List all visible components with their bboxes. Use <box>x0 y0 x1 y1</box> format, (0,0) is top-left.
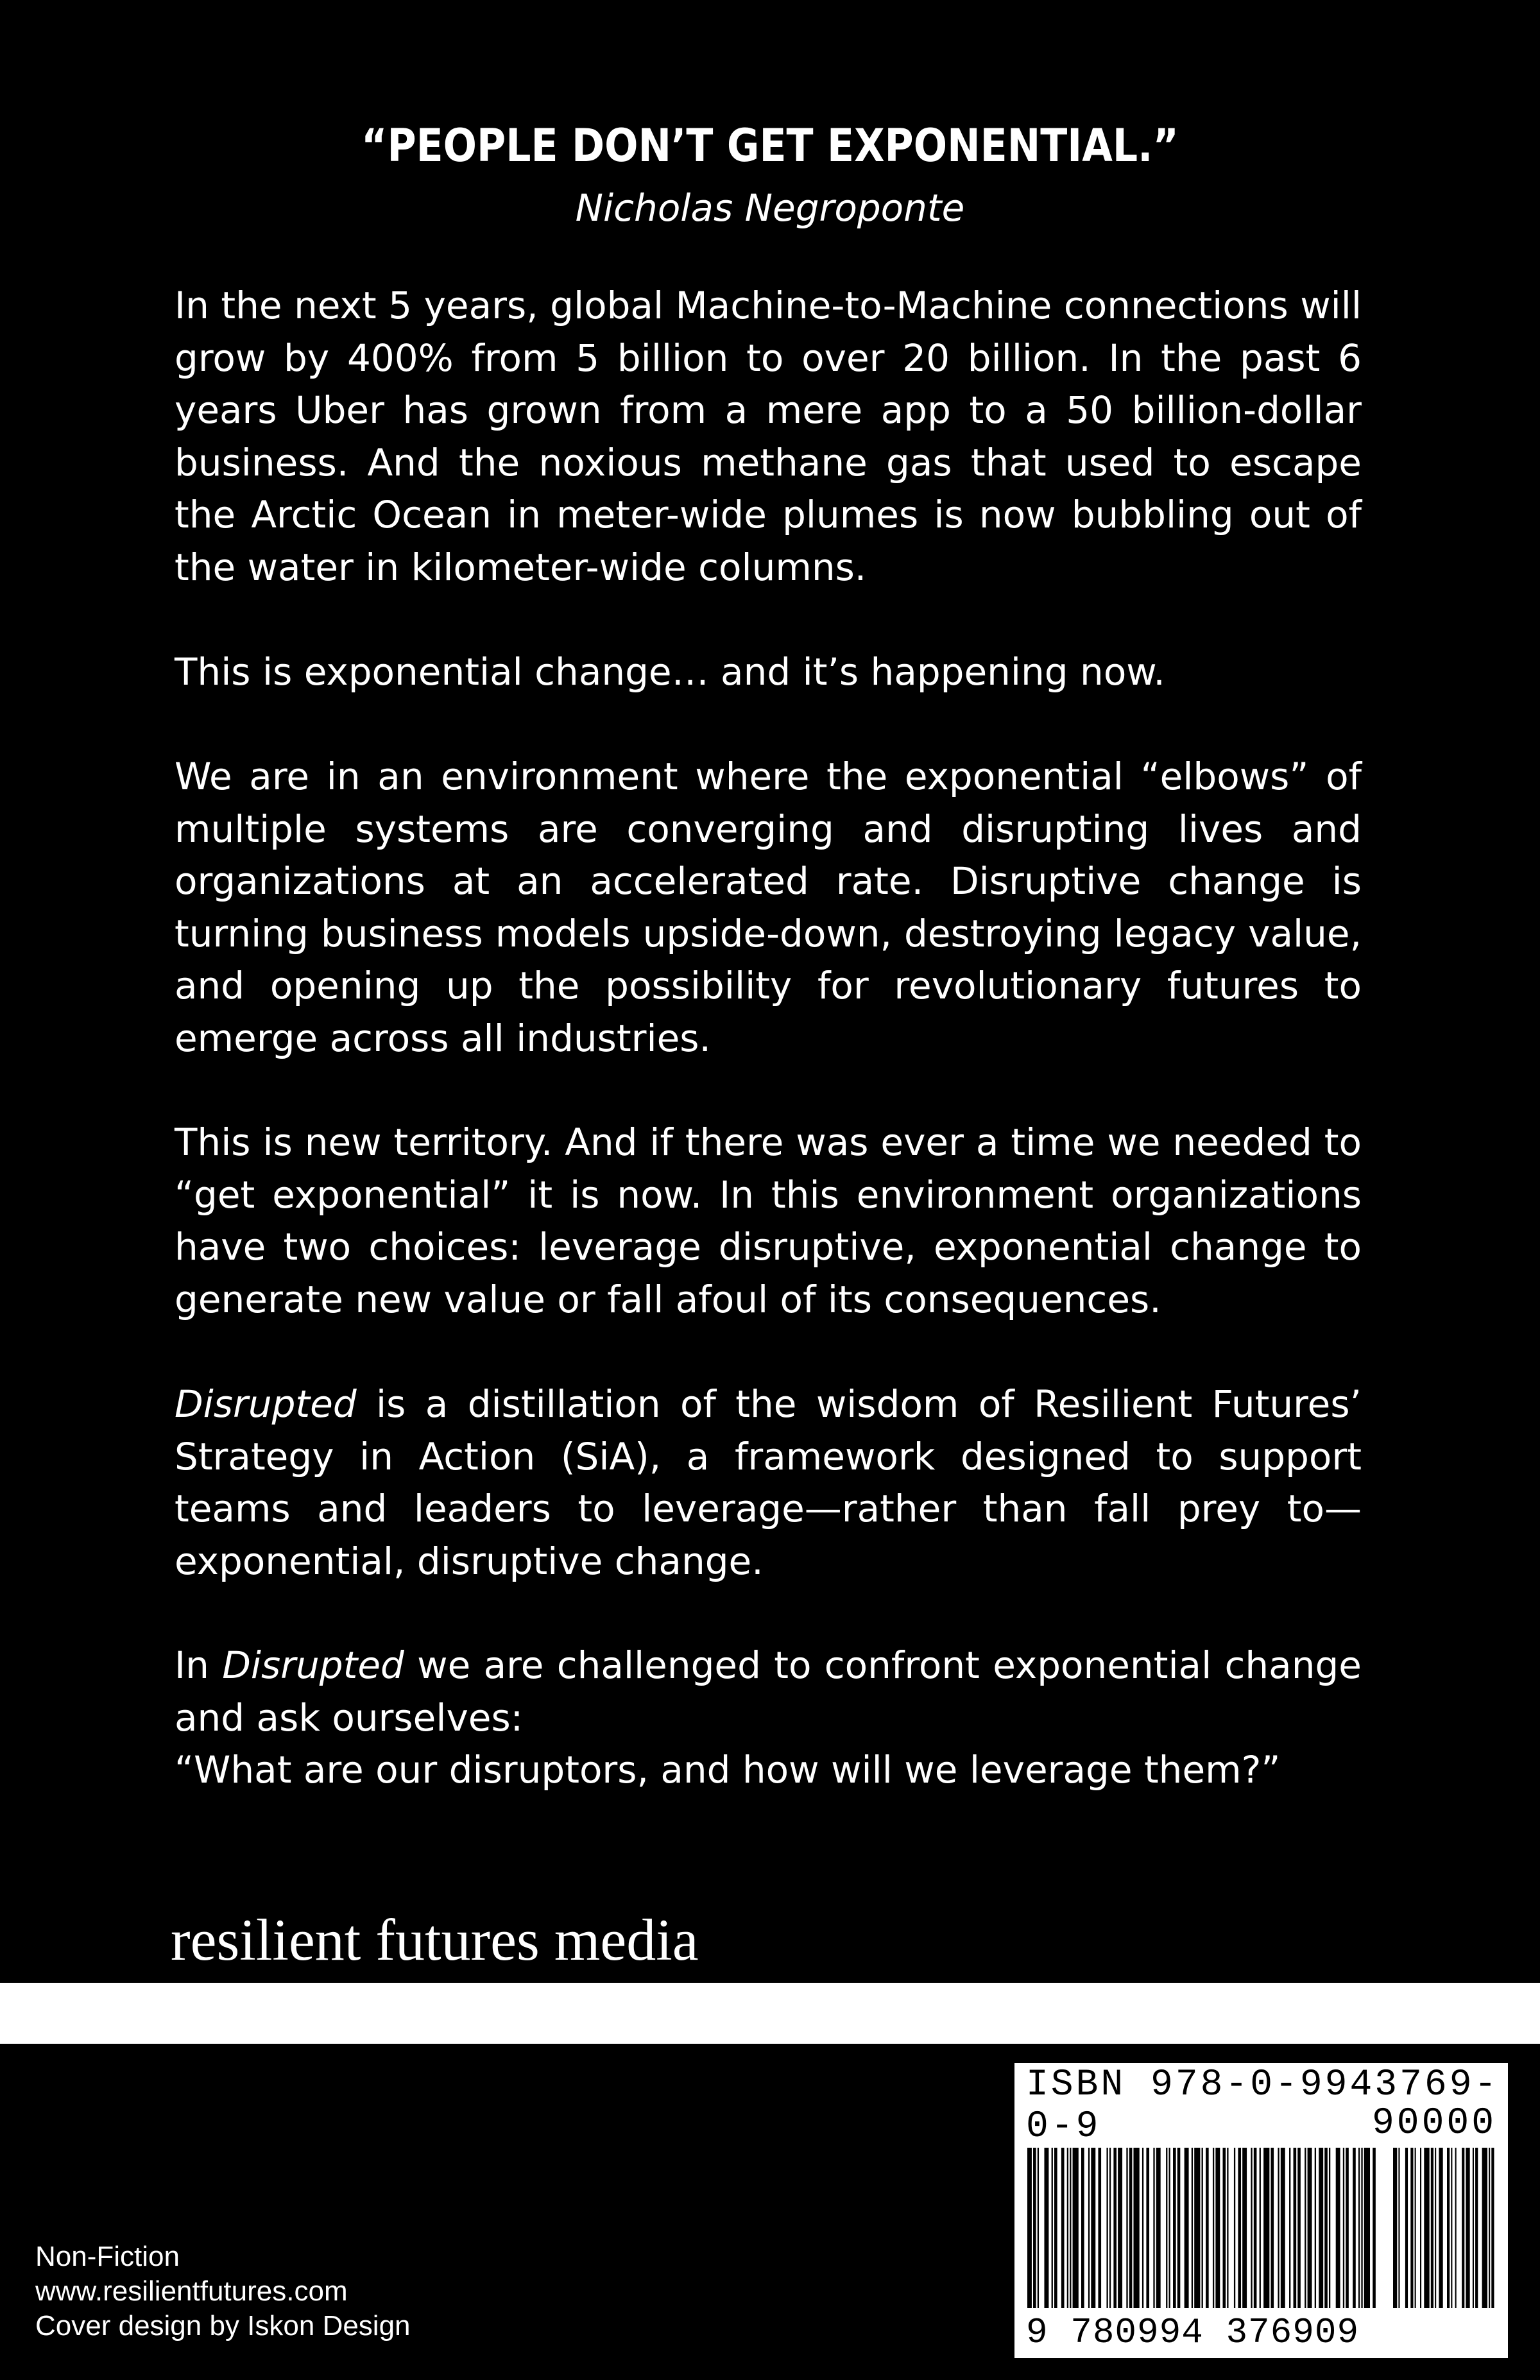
barcode-bar <box>1054 2148 1057 2308</box>
barcode-bar <box>1215 2148 1220 2308</box>
barcode-bar <box>1126 2148 1127 2308</box>
barcode-bar <box>1038 2148 1039 2308</box>
quote-author: Nicholas Negroponte <box>575 186 965 230</box>
barcode-bar <box>1156 2148 1161 2308</box>
barcode-bar <box>1088 2148 1090 2308</box>
barcode-addon-bar <box>1491 2148 1494 2308</box>
price-code: 90000 <box>1371 2103 1496 2145</box>
barcode-bar <box>1260 2148 1261 2308</box>
website-link[interactable]: www.resilientfutures.com <box>35 2275 348 2307</box>
credits-block <box>35 2239 411 2343</box>
barcode-bar <box>1192 2148 1193 2308</box>
barcode-bar <box>1166 2148 1167 2308</box>
barcode-bar <box>1324 2148 1328 2308</box>
barcode-addon-bar <box>1455 2148 1457 2308</box>
barcode-bar <box>1073 2148 1079 2308</box>
ean-digits: 9 780994 376909 <box>1026 2312 1360 2353</box>
barcode-bar <box>1113 2148 1116 2308</box>
barcode-bar <box>1044 2148 1048 2308</box>
barcode-addon-bar <box>1447 2148 1450 2308</box>
barcode-bar <box>1343 2148 1344 2308</box>
barcode-bar <box>1281 2148 1285 2308</box>
barcode-bar <box>1153 2148 1154 2308</box>
white-divider-band <box>0 1983 1540 2044</box>
challenge-text: we are challenged to confront exponential change and ask ourselves: <box>175 1643 1362 1740</box>
paragraph-closing-question: “What are our disruptors, and how will we leverage them?” <box>175 1748 1281 1792</box>
barcode-bar <box>1109 2148 1111 2308</box>
paragraph-new-territory: This is new territory. And if there was ever a time we needed to “get exponential” it is now. In this environment organizations have two choices: leverage disruptive, exponential change to generate new value or fall afoul of its consequences. <box>175 1120 1362 1321</box>
barcode-bar <box>1098 2148 1101 2308</box>
barcode-bar <box>1289 2148 1290 2308</box>
barcode-addon-bar <box>1431 2148 1433 2308</box>
barcode-bar <box>1067 2148 1068 2308</box>
barcode-bar <box>1308 2148 1312 2308</box>
barcode-bar <box>1364 2148 1370 2308</box>
barcode-bar <box>1270 2148 1274 2308</box>
quote-heading: “PEOPLE DON’T GET EXPONENTIAL.” <box>361 119 1179 172</box>
barcode-bar <box>1254 2148 1257 2308</box>
barcode-addon-bar <box>1475 2148 1478 2308</box>
paragraph-book-summary <box>175 1378 1362 1588</box>
paragraph-exponential-change: This is exponential change… and it’s happening now. <box>175 650 1165 694</box>
barcode-addon-bar <box>1393 2148 1397 2308</box>
barcode-bar <box>1206 2148 1209 2308</box>
barcode-addon-bar <box>1473 2148 1474 2308</box>
barcode-addon-bar <box>1420 2148 1421 2308</box>
barcode-addon-bar <box>1435 2148 1436 2308</box>
barcode-bar <box>1169 2148 1170 2308</box>
paragraph-environment: We are in an environment where the exponential “elbows” of multiple systems are converging and disrupting lives and organizations at an accelerated rate. Disruptive change is turning business models upside-down, destroying legacy value, and opening up the possibility for revolutionary futures to emerge across all industries. <box>175 755 1362 1060</box>
barcode-bar <box>1027 2148 1032 2308</box>
barcode-addon-bar <box>1466 2148 1469 2308</box>
barcode-bar <box>1061 2148 1065 2308</box>
barcode-addon-bar <box>1398 2148 1399 2308</box>
publisher-logo: resilient futures media <box>171 1907 699 1973</box>
paragraph-growth-stats: In the next 5 years, global Machine-to-Machine connections will grow by 400% from 5 billion to over 20 billion. In the past 6 years Uber has grown from a mere app to a 50 billion-dollar business. And the noxious methane gas that used to escape the Arctic Ocean in meter-wide plumes is now bubbling out of the water in kilometer-wide columns. <box>175 284 1362 589</box>
barcode-bar <box>1133 2148 1139 2308</box>
barcode-addon-bar <box>1405 2148 1408 2308</box>
barcode-bar <box>1278 2148 1279 2308</box>
barcode-bar <box>1106 2148 1108 2308</box>
barcode-bar <box>1185 2148 1189 2308</box>
barcode-bar <box>1251 2148 1252 2308</box>
isbn-number: ISBN 978-0-9943769-0-9 <box>1026 2064 1500 2148</box>
barcode-bar <box>1358 2148 1360 2308</box>
barcode-addon-bar <box>1462 2148 1464 2308</box>
barcode-addon-bar <box>1489 2148 1490 2308</box>
barcode-bar <box>1336 2148 1340 2308</box>
book-title-italic: Disrupted <box>175 1382 357 1426</box>
barcode-bar <box>1353 2148 1356 2308</box>
barcode-bar <box>1315 2148 1316 2308</box>
barcode-addon-bar <box>1451 2148 1452 2308</box>
barcode-addon-bar <box>1482 2148 1487 2308</box>
book-title-italic-2: Disrupted <box>222 1643 404 1687</box>
barcode-bar <box>1177 2148 1181 2308</box>
challenge-lead: In <box>175 1643 223 1687</box>
barcode-addon-bar <box>1410 2148 1413 2308</box>
barcode-bar <box>1373 2148 1376 2308</box>
barcode-bar <box>1194 2148 1200 2308</box>
cover-design-credit: Cover design by Iskon Design <box>35 2310 411 2341</box>
book-summary-text: is a distillation of the wisdom of Resilient Futures’ Strategy in Action (SiA), a framework designed to support teams and leaders to leverage—rather than fall prey to— exponential, disruptive change. <box>175 1382 1362 1583</box>
barcode-bar <box>1052 2148 1053 2308</box>
barcode-bar <box>1263 2148 1269 2308</box>
barcode-bar <box>1242 2148 1247 2308</box>
barcode-bar <box>1297 2148 1301 2308</box>
isbn-barcode <box>1013 2061 1510 2360</box>
barcode-addon-bar <box>1415 2148 1416 2308</box>
barcode-addon-bar <box>1439 2148 1442 2308</box>
barcode-bar <box>1118 2148 1122 2308</box>
barcode-bar <box>1091 2148 1095 2308</box>
barcode-bar <box>1213 2148 1214 2308</box>
barcode-bar <box>1129 2148 1133 2308</box>
barcode-bar <box>1238 2148 1241 2308</box>
barcode-bar <box>1361 2148 1362 2308</box>
barcode-bar <box>1142 2148 1143 2308</box>
barcode-bar <box>1146 2148 1149 2308</box>
barcode-bar <box>1234 2148 1235 2308</box>
barcode-bar <box>1081 2148 1084 2308</box>
barcode-bar <box>1329 2148 1330 2308</box>
barcode-addon-bar <box>1424 2148 1429 2308</box>
barcode-bar <box>1223 2148 1226 2308</box>
barcode-bar <box>1070 2148 1071 2308</box>
barcode-bar <box>1227 2148 1228 2308</box>
barcode-bar <box>1294 2148 1297 2308</box>
barcode-bar <box>1346 2148 1349 2308</box>
barcode-bar <box>1319 2148 1323 2308</box>
paragraph-challenge <box>175 1639 1362 1744</box>
category-label: Non-Fiction <box>35 2241 180 2272</box>
barcode-bar <box>1033 2148 1036 2308</box>
barcode-bar <box>1173 2148 1176 2308</box>
barcode-bar <box>1305 2148 1306 2308</box>
barcode-bar <box>1202 2148 1203 2308</box>
